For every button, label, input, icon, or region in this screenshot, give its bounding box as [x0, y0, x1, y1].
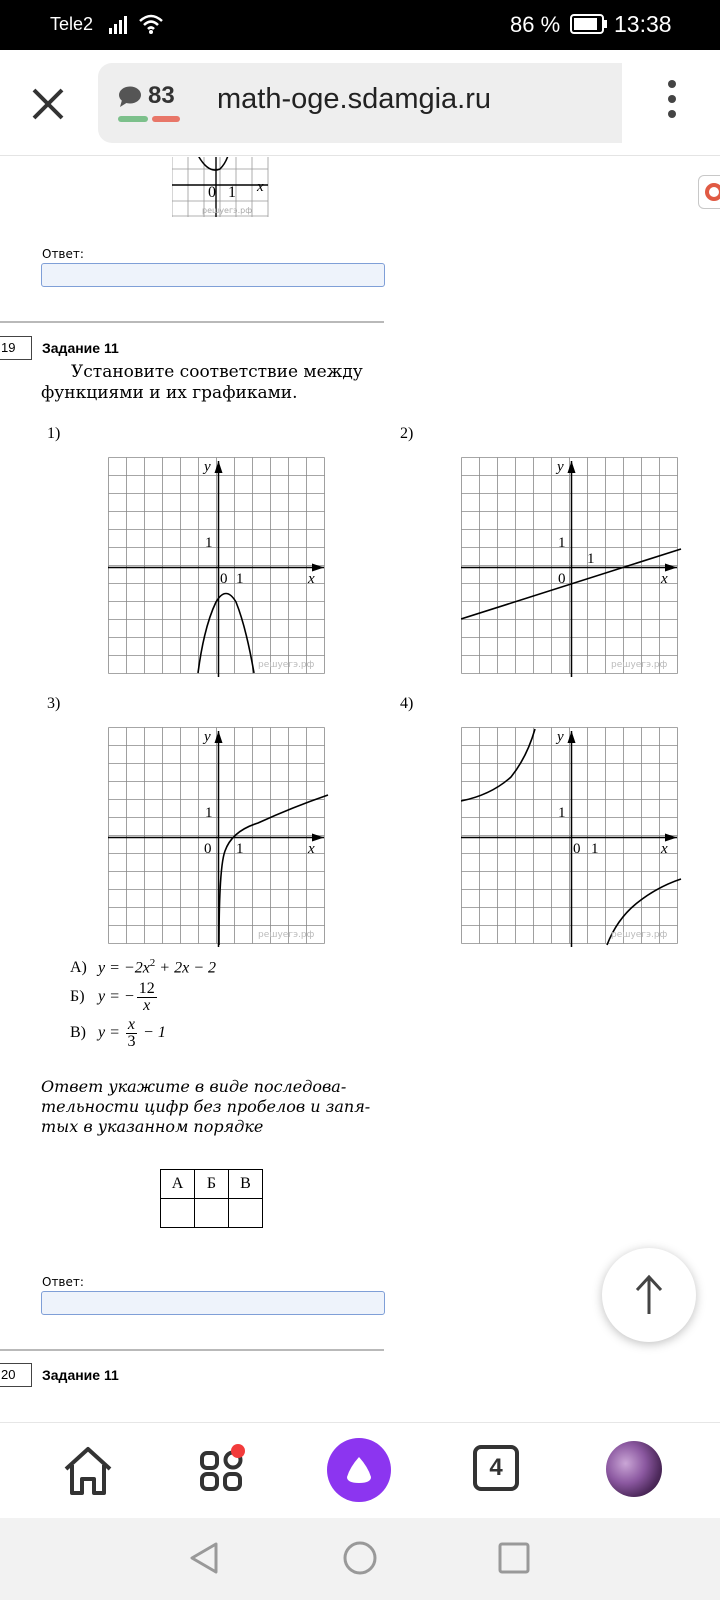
- answer-input-prev[interactable]: [41, 263, 385, 287]
- tabs-count-button[interactable]: 4: [473, 1445, 519, 1491]
- formula-a-sup: 2: [149, 957, 156, 969]
- graph-1-label: 1): [47, 425, 61, 442]
- prev-graph-zero: 0: [208, 184, 216, 201]
- graph-2-watermark: решуегэ.рф: [611, 660, 668, 670]
- formula-a: [70, 957, 216, 977]
- ring-icon: [705, 183, 720, 201]
- formula-c-prefix: y =: [98, 1024, 124, 1042]
- graph-4-x-one: 1: [591, 841, 599, 857]
- graph-2-label: 2): [400, 425, 414, 442]
- graph-4: [461, 727, 683, 949]
- table-header-c: В: [229, 1170, 263, 1199]
- graph-4-watermark: решуегэ.рф: [611, 930, 668, 940]
- graph-2-origin: 0: [558, 571, 566, 587]
- carrier-name: Tele2: [50, 14, 94, 34]
- formula-c-num: x: [127, 1016, 136, 1033]
- battery-icon: [570, 14, 608, 34]
- graph-1-watermark: решуегэ.рф: [258, 660, 315, 670]
- graph-2-one: 1: [558, 535, 566, 551]
- graph-4-x: x: [661, 841, 668, 857]
- url-text[interactable]: math-oge.sdamgia.ru: [217, 83, 492, 115]
- home-icon[interactable]: [58, 1441, 118, 1501]
- home-circle-icon[interactable]: [342, 1540, 378, 1576]
- signal-icon: [109, 14, 133, 34]
- graph-1-x: x: [308, 571, 315, 587]
- graph-3: [108, 727, 330, 949]
- formula-b-fraction: [137, 981, 157, 1014]
- system-nav-bar: [0, 1518, 720, 1600]
- graph-1-one: 1: [205, 535, 213, 551]
- formula-a-suffix: + 2x − 2: [155, 959, 216, 977]
- graph-4-one: 1: [558, 805, 566, 821]
- prev-graph-watermark: решуегэ.рф: [202, 206, 253, 215]
- avatar[interactable]: [606, 1441, 662, 1497]
- table-cell-c: [229, 1199, 263, 1228]
- prev-graph-one: 1: [228, 184, 236, 201]
- table-header-b: Б: [195, 1170, 229, 1199]
- graph-4-label: 4): [400, 695, 414, 712]
- answer-label: Ответ:: [42, 1275, 84, 1289]
- formula-c-suffix: − 1: [139, 1024, 166, 1042]
- clock: 13:38: [614, 11, 672, 37]
- table-cell-b: [195, 1199, 229, 1228]
- side-badge[interactable]: [698, 175, 720, 209]
- graph-3-x-one: 1: [236, 841, 244, 857]
- graph-1: [108, 457, 330, 679]
- formula-c-fraction: [126, 1017, 137, 1050]
- graph-4-y: y: [557, 729, 564, 745]
- table-cell-a: [161, 1199, 195, 1228]
- answer-input[interactable]: [41, 1291, 385, 1315]
- services-icon[interactable]: [192, 1441, 252, 1501]
- graph-2: [461, 457, 683, 679]
- formula-b-num: 12: [138, 980, 155, 997]
- status-bar: [0, 0, 720, 50]
- graph-3-origin: 0: [204, 841, 212, 857]
- previous-task-graph: [172, 157, 272, 217]
- next-task-title: Задание 11: [42, 1367, 119, 1383]
- close-icon[interactable]: [26, 82, 70, 126]
- page-content: [0, 157, 720, 1422]
- formula-a-prefix: y = −2x: [98, 959, 150, 977]
- formula-b-prefix: y = −: [98, 988, 135, 1006]
- answer-label-prev: Ответ:: [42, 247, 84, 261]
- scroll-top-button[interactable]: [602, 1248, 696, 1342]
- formula-a-letter: А): [70, 959, 87, 977]
- graph-3-x: x: [308, 841, 315, 857]
- next-task-number: 20: [0, 1363, 32, 1387]
- alice-assistant-icon[interactable]: [326, 1437, 392, 1503]
- formula-c: [70, 1017, 166, 1050]
- divider: [0, 321, 384, 323]
- graph-2-x: x: [661, 571, 668, 587]
- graph-4-origin: 0: [573, 841, 581, 857]
- graph-3-y: y: [204, 729, 211, 745]
- graph-3-one: 1: [205, 805, 213, 821]
- task-text: Установите соответствие между функциями и их графиками.: [41, 362, 363, 403]
- back-icon[interactable]: [186, 1540, 222, 1576]
- arrow-up-icon: [602, 1248, 696, 1342]
- graph-3-watermark: решуегэ.рф: [258, 930, 315, 940]
- formula-b-den: x: [143, 997, 151, 1014]
- graph-2-y: y: [557, 459, 564, 475]
- prev-graph-x: x: [257, 179, 264, 195]
- answer-instruction: Ответ укажите в виде последова-тельности цифр без пробелов и запя-тых в указанном порядке: [41, 1077, 371, 1136]
- recents-icon[interactable]: [496, 1540, 532, 1576]
- address-bar-tip: [600, 63, 622, 143]
- formula-b: [70, 981, 159, 1014]
- table-header-a: А: [161, 1170, 195, 1199]
- divider: [0, 1349, 384, 1351]
- wifi-icon: [138, 13, 164, 35]
- browser-toolbar: [0, 50, 720, 156]
- formula-c-den: 3: [127, 1033, 136, 1050]
- more-menu-icon[interactable]: [662, 80, 682, 126]
- answer-table: [160, 1169, 263, 1228]
- graph-2-x-one: 1: [587, 551, 595, 567]
- comment-count: 83: [148, 82, 175, 109]
- battery-percent: 86 %: [510, 12, 561, 37]
- graph-3-label: 3): [47, 695, 61, 712]
- rating-positive-bar: [118, 116, 148, 122]
- task-number: 19: [0, 336, 32, 360]
- formula-b-letter: Б): [70, 988, 85, 1006]
- rating-negative-bar: [152, 116, 180, 122]
- formula-c-letter: В): [70, 1024, 86, 1042]
- graph-1-x-one: 1: [236, 571, 244, 587]
- task-title: Задание 11: [42, 340, 119, 356]
- comment-bubble-icon: [118, 86, 142, 108]
- graph-1-y: y: [204, 459, 211, 475]
- graph-1-origin: 0: [220, 571, 228, 587]
- comments-button[interactable]: [118, 80, 180, 130]
- browser-bottom-nav: [0, 1422, 720, 1518]
